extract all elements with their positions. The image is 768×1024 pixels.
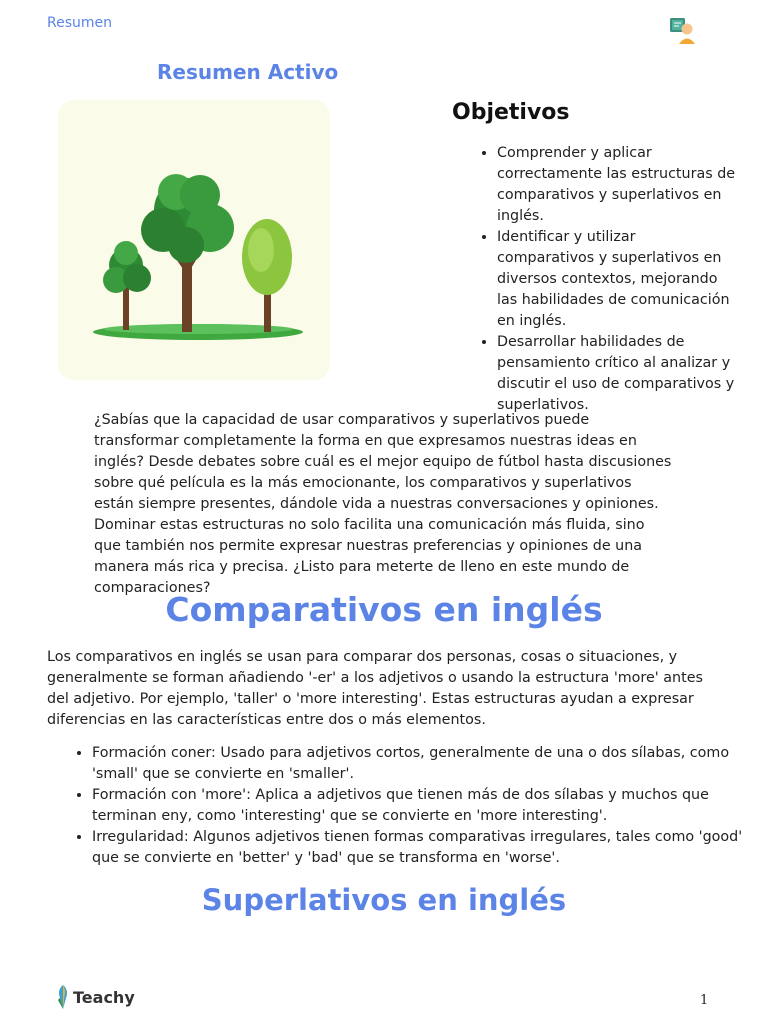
trees-illustration	[58, 100, 330, 380]
page-number: 1	[700, 993, 709, 1008]
header-label: Resumen	[47, 15, 113, 31]
objectives-list	[470, 143, 737, 413]
list-item: • Formación coner: Usado para adjetivos cortos, generalmente de una o dos sílabas, como 'small' que se convierte en 'smaller'.	[92, 743, 752, 785]
objectives-title: Objetivos	[452, 100, 570, 125]
list-item: • Identificar y utilizar comparativos y superlativos en diversos contextos, mejorando las habilidades de comunicación en inglés.	[497, 227, 737, 332]
page-subtitle: Resumen Activo	[157, 60, 339, 84]
comparativos-paragraph: Los comparativos en inglés se usan para comparar dos personas, cosas o situaciones, y generalmente se forman añadiendo '-er' a los adjetivos o usando la estructura 'more' antes del adjetivo. Por ejemplo, 'taller' o 'more interesting'. Estas estructuras ayudan a expresar diferencias en las características entre dos o más elementos.	[47, 649, 703, 728]
section-heading-comparativos: Comparativos en inglés	[165, 590, 603, 629]
section-heading-superlativos: Superlativos en inglés	[201, 883, 567, 917]
list-item: • Comprender y aplicar correctamente las estructuras de comparativos y superlativos en inglés.	[497, 143, 737, 227]
teacher-icon	[668, 15, 698, 45]
teachy-logo-icon	[56, 984, 70, 1010]
list-item: • Desarrollar habilidades de pensamiento crítico al analizar y discutir el uso de comparativos y superlativos.	[497, 332, 737, 416]
illustration-card	[58, 100, 330, 380]
list-item: • Irregularidad: Algunos adjetivos tienen formas comparativas irregulares, tales como 'good' que se convierte en 'better' y 'bad' que se transforma en 'worse'.	[92, 827, 752, 869]
footer-brand: Teachy	[73, 987, 135, 1007]
list-item: • Formación con 'more': Aplica a adjetivos que tienen más de dos sílabas y muchos que terminan eny, como 'interesting' que se convierte en 'more interesting'.	[92, 785, 752, 827]
comparativos-list	[65, 743, 752, 869]
footer-logo	[56, 984, 135, 1010]
intro-paragraph: ¿Sabías que la capacidad de usar comparativos y superlativos puede transformar completamente la forma en que expresamos nuestras ideas en inglés? Desde debates sobre cuál es el mejor equipo de fútbol hasta discusiones sobre qué película es la más emocionante, los comparativos y superlativos están siempre presentes, dándole vida a nuestras conversaciones y opiniones. Dominar estas estructuras no solo facilita una comunicación más fluida, sino que también nos permite expresar nuestras preferencias y opiniones de una manera más rica y precisa. ¿Listo para meterte de lleno en este mundo de comparaciones?	[94, 412, 672, 596]
